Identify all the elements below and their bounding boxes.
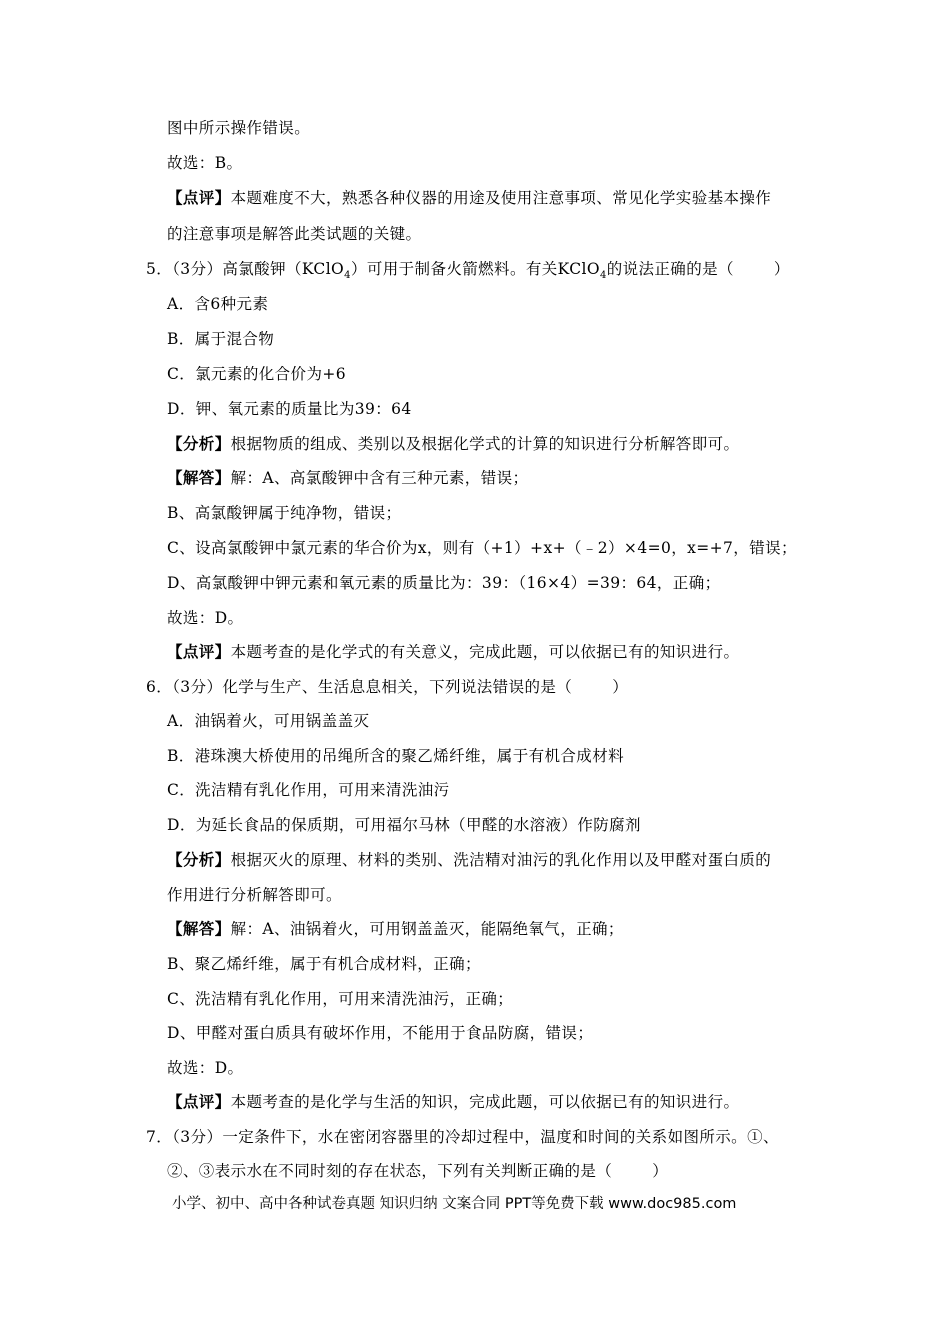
answer-line: B、聚乙烯纤维，属于有机合成材料，正确； (167, 955, 481, 973)
analysis-label: 【分析】 (167, 851, 231, 869)
comment-line: 【点评】本题考查的是化学与生活的知识，完成此题，可以依据已有的知识进行。 (167, 1093, 740, 1111)
option-d: D．钾、氧元素的质量比为39：64 (167, 400, 412, 418)
option-c: C．洗洁精有乳化作用，可用来清洗油污 (167, 781, 450, 799)
comment-line: 【点评】本题难度不大，熟悉各种仪器的用途及使用注意事项、常见化学实验基本操作 (167, 189, 772, 207)
answer-line: D、甲醛对蛋白质具有破坏作用，不能用于食品防腐，错误； (167, 1024, 594, 1042)
analysis-line: 【分析】根据灭火的原理、材料的类别、洗洁精对油污的乳化作用以及甲醛对蛋白质的 (167, 851, 772, 869)
analysis-line: 【分析】根据物质的组成、类别以及根据化学式的计算的知识进行分析解答即可。 (167, 435, 740, 453)
answer-line: D、高氯酸钾中钾元素和氧元素的质量比为：39：（16×4）=39：64，正确； (167, 574, 721, 592)
comment-line: 【点评】本题考查的是化学式的有关意义，完成此题，可以依据已有的知识进行。 (167, 643, 740, 661)
option-d: D．为延长食品的保质期，可用福尔马林（甲醛的水溶液）作防腐剂 (167, 816, 641, 834)
answer-line: 【解答】解：A、高氯酸钾中含有三种元素，错误； (167, 469, 529, 487)
text-line: 图中所示操作错误。 (167, 119, 311, 137)
text-line: 故选：D。 (167, 609, 244, 627)
comment-label: 【点评】 (167, 189, 231, 207)
text-line: 的注意事项是解答此类试题的关键。 (167, 225, 422, 243)
comment-label: 【点评】 (167, 643, 231, 661)
analysis-label: 【分析】 (167, 435, 231, 453)
comment-label: 【点评】 (167, 1093, 231, 1111)
option-b: B．港珠澳大桥使用的吊绳所含的聚乙烯纤维，属于有机合成材料 (167, 747, 624, 765)
text-line: 作用进行分析解答即可。 (167, 886, 342, 904)
answer-label: 【解答】 (167, 469, 231, 487)
option-a: A．油锅着火，可用锅盖盖灭 (167, 712, 370, 730)
question-7-stem: 7．（3分）一定条件下，水在密闭容器里的冷却过程中，温度和时间的关系如图所示。①、 (146, 1128, 779, 1146)
answer-label: 【解答】 (167, 920, 231, 938)
text-line: 故选：D。 (167, 1059, 244, 1077)
page-footer: 小学、初中、高中各种试卷真题 知识归纳 文案合同 PPT等免费下载 www.doc985.com (172, 1196, 737, 1212)
answer-line: B、高氯酸钾属于纯净物，错误； (167, 504, 402, 522)
question-7-stem-cont: ②、③表示水在不同时刻的存在状态，下列有关判断正确的是（ ） (167, 1162, 669, 1180)
answer-line: C、设高氯酸钾中氯元素的华合价为x，则有（+1）+x+（﹣2）×4=0，x=+7，错误； (167, 539, 797, 557)
option-c: C．氯元素的化合价为+6 (167, 365, 347, 383)
question-5-stem: 5．（3分）高氯酸钾（KClO$_4$）可用于制备火箭燃料。有关KClO$_4$的说法正确的是（ ） (146, 260, 790, 281)
answer-line: 【解答】解：A、油锅着火，可用钢盖盖灭，能隔绝氧气，正确； (167, 920, 624, 938)
option-a: A．含6种元素 (167, 295, 269, 313)
option-b: B．属于混合物 (167, 330, 275, 348)
answer-line: C、洗洁精有乳化作用，可用来清洗油污，正确； (167, 990, 514, 1008)
question-6-stem: 6．（3分）化学与生产、生活息息相关，下列说法错误的是（ ） (146, 678, 629, 696)
text-line: 故选：B。 (167, 154, 243, 172)
